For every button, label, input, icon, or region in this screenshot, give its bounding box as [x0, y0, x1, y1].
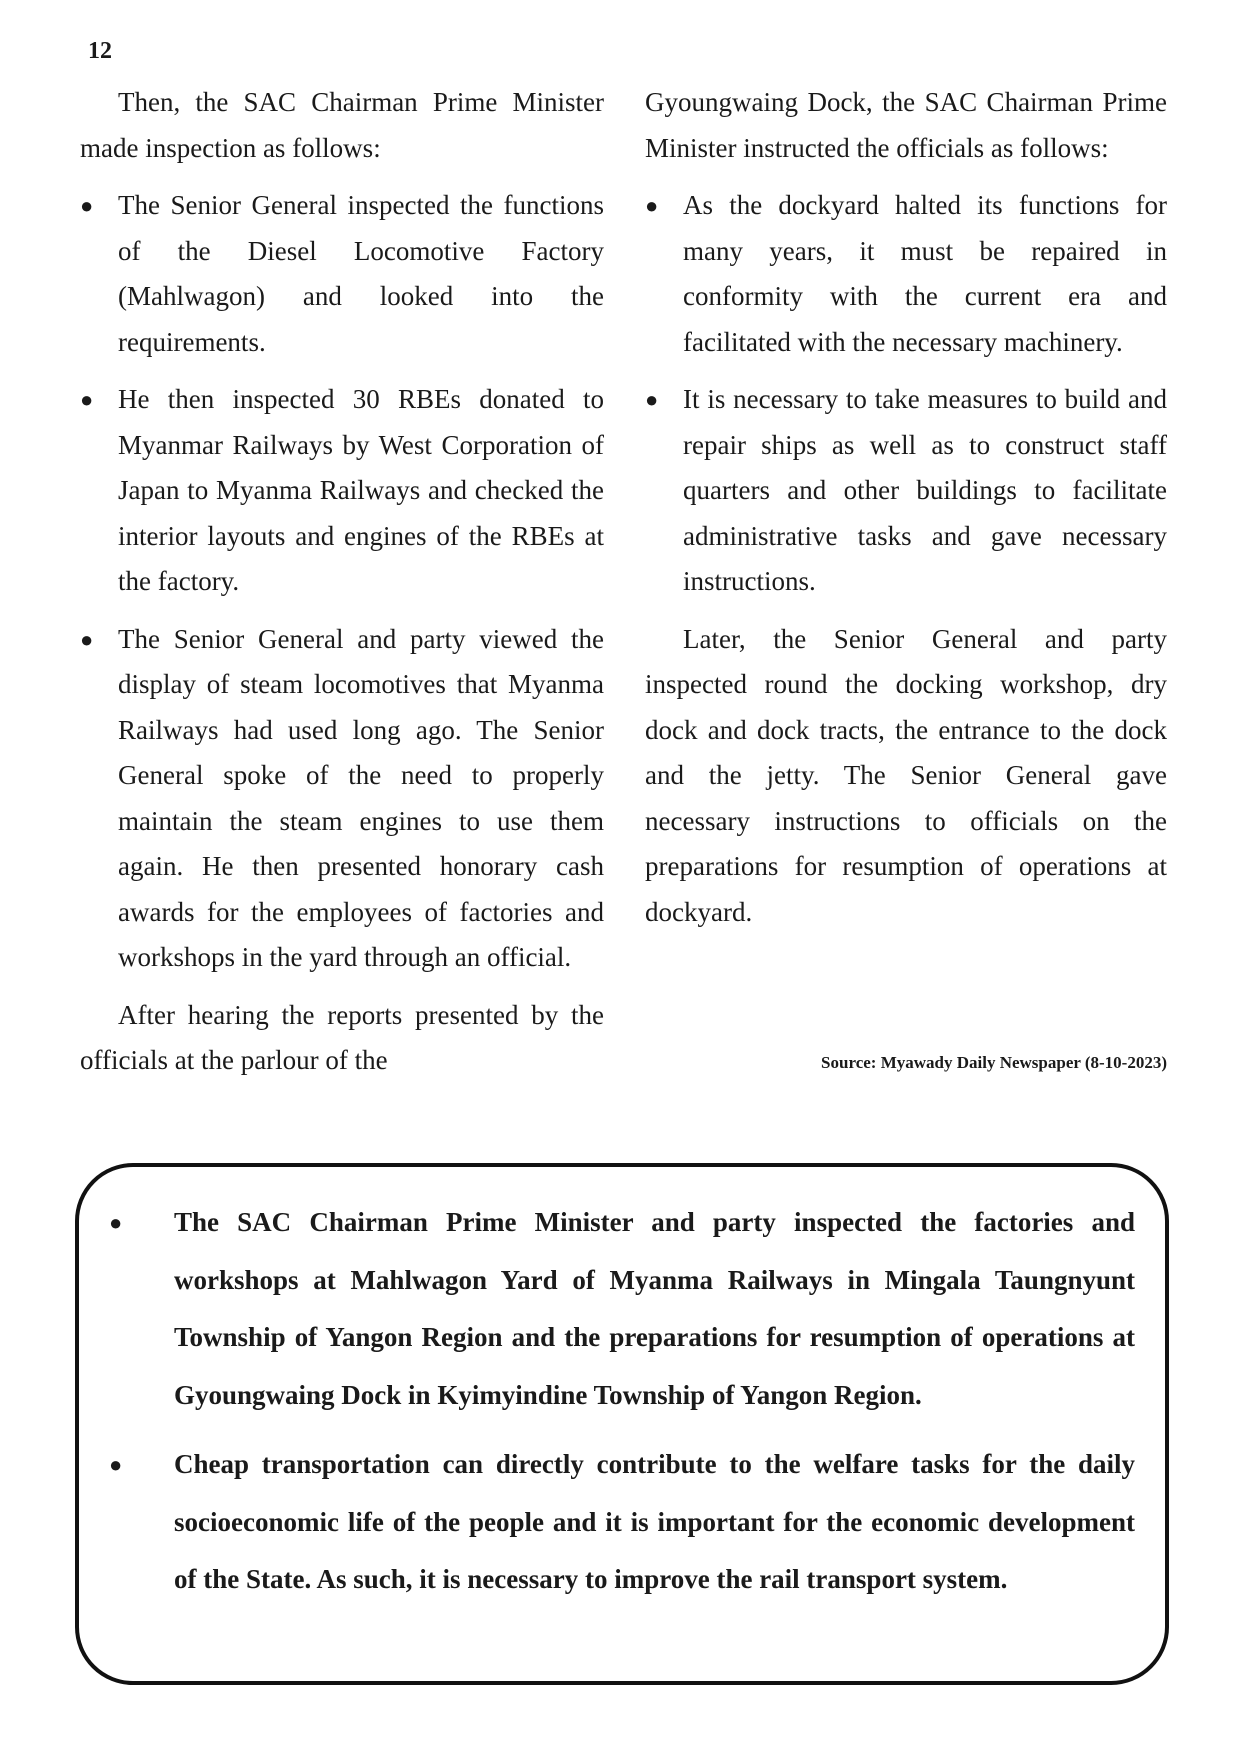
bullet-icon: ●	[109, 1452, 123, 1477]
list-item-text: The Senior General inspected the functions of the Diesel Locomotive Factory (Mahlwagon) and looked into the requirements.	[118, 190, 604, 357]
bullet-icon: ●	[645, 193, 659, 218]
bullet-icon: ●	[80, 626, 94, 652]
bullet-icon: ●	[645, 387, 659, 412]
bullet-icon: ●	[80, 193, 94, 218]
left-bullet-list	[80, 183, 604, 981]
closing-paragraph-start: After hearing the reports presented by the officials at the parlour of the	[80, 999, 604, 1075]
summary-box	[75, 1163, 1169, 1685]
right-bullet-list	[645, 183, 1167, 605]
summary-item-text: The SAC Chairman Prime Minister and party inspected the factories and workshops at Mahlwagon Yard of Myanma Railways in Mingala Taungnyunt Township of Yangon Region and the preparations for resumption of operations at Gyoungwaing Dock in Kyimyindine Township of Yangon Region.	[174, 1207, 1135, 1410]
list-item-text: It is necessary to take measures to build and repair ships as well as to construct staff quarters and other buildings to facilitate administrative tasks and gave necessary instructions.	[683, 384, 1167, 596]
list-item-text: He then inspected 30 RBEs donated to Myanmar Railways by West Corporation of Japan to Myanma Railways and checked the interior layouts and engines of the RBEs at the factory.	[118, 384, 604, 596]
page-number: 12	[88, 38, 112, 64]
list-item	[80, 377, 604, 605]
summary-list	[109, 1194, 1135, 1621]
intro-paragraph: Then, the SAC Chairman Prime Minister made inspection as follows:	[80, 87, 604, 163]
list-item	[80, 183, 604, 365]
list-item	[645, 183, 1167, 365]
list-item-text: The Senior General and party viewed the display of steam locomotives that Myanma Railways had used long ago. The Senior General spoke of the need to properly maintain the steam engines to use them again. He then presented honorary cash awards for the employees of factories and workshops in the yard through an official.	[118, 623, 604, 972]
left-column	[80, 80, 604, 1084]
right-column	[645, 80, 1167, 935]
list-item-text: As the dockyard halted its functions for many years, it must be repaired in conformity with the current era and facilitated with the necessary machinery.	[683, 190, 1167, 357]
list-item	[80, 617, 604, 981]
bullet-icon: ●	[80, 387, 94, 412]
source-citation: Source: Myawady Daily Newspaper (8-10-2023)	[821, 1053, 1167, 1072]
list-item	[645, 377, 1167, 605]
continuation-paragraph: Gyoungwaing Dock, the SAC Chairman Prime Minister instructed the officials as follows:	[645, 87, 1167, 163]
bullet-icon: ●	[109, 1210, 123, 1235]
summary-item	[109, 1436, 1135, 1609]
summary-item-text: Cheap transportation can directly contribute to the welfare tasks for the daily socioeconomic life of the people and it is important for the economic development of the State. As such, it is necessary to improve the rail transport system.	[174, 1449, 1135, 1594]
summary-item	[109, 1194, 1135, 1424]
later-paragraph: Later, the Senior General and party inspected round the docking workshop, dry dock and dock tracts, the entrance to the dock and the jetty. The Senior General gave necessary instructions to officials on the preparations for resumption of operations at dockyard.	[645, 623, 1167, 927]
